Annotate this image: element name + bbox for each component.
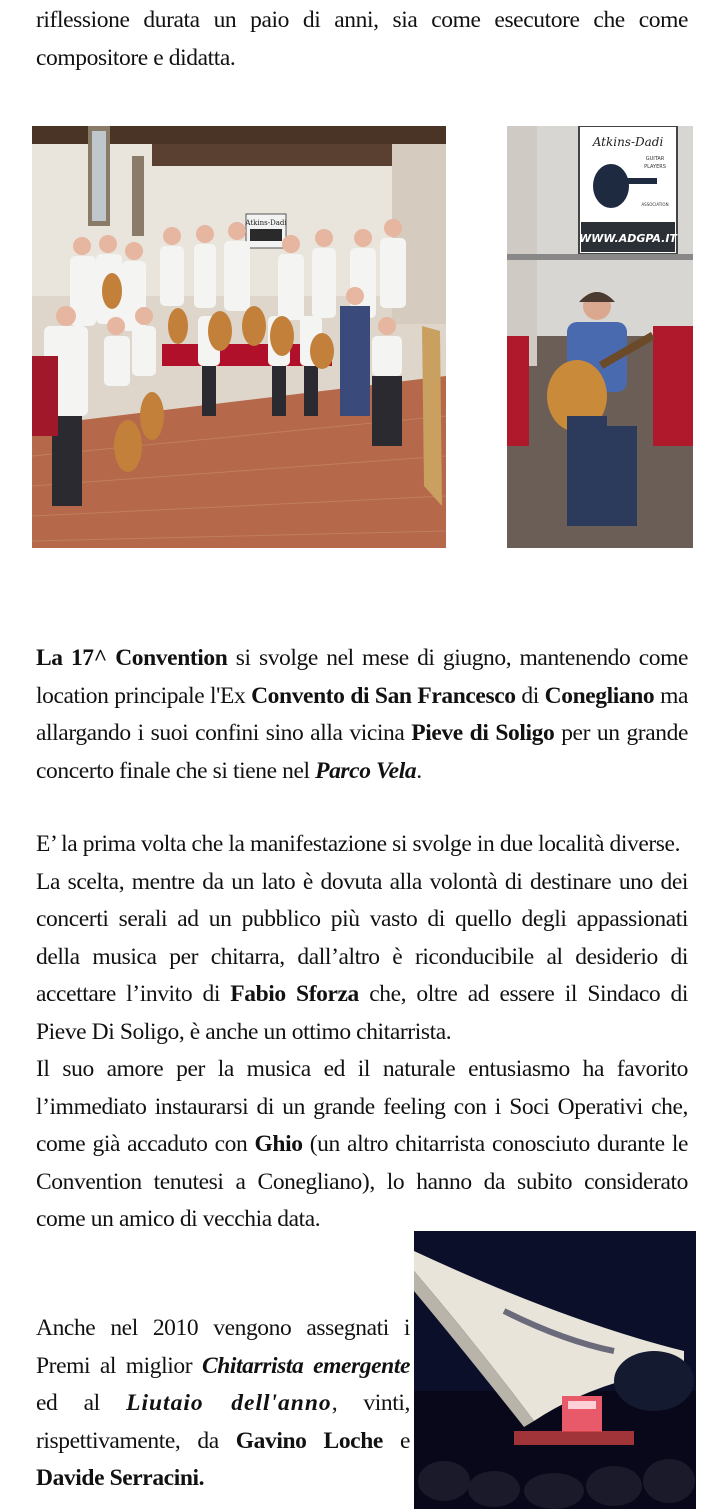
second-text-2: La scelta, mentre da un lato è dovuta alla volontà di destinare uno dei concerti serali ad un pubblico più vasto di quello degli appassionati della musica per chitarra, dall’altro è riconducibile al desiderio di accettare l’invito di (36, 868, 688, 1007)
performer-photo (507, 126, 693, 548)
winner-2: Davide Serracini. (36, 1465, 205, 1491)
awards-paragraph (36, 1310, 410, 1498)
performer-banner-sub2: PLAYERS (644, 164, 666, 170)
convention-text-1: si svolge nel mese di giugno, mantenendo come location principale l'Ex (36, 645, 688, 709)
award-luthier: Liutaio dell'anno (126, 1390, 332, 1416)
second-line-1: E’ la prima volta che la manifestazione si svolge in due località diverse. (36, 831, 681, 857)
awards-text-3: , vinti, rispettivamente, da (36, 1390, 410, 1454)
ghio-name: Ghio (254, 1131, 303, 1157)
performer-banner-url: WWW.ADGPA.IT (579, 232, 677, 245)
performer-banner-sub3: ASSOCIATION (641, 202, 669, 207)
award-emerging: Chitarrista emergente (201, 1352, 410, 1379)
awards-text-2: ed al (36, 1390, 127, 1416)
second-text-3: Il suo amore per la musica ed il naturale entusiasmo ha favorito l’immediato instaurarsi di un grande feeling con i Soci Operativi che, come già accaduto con (36, 1056, 688, 1157)
convention-text-2: di (515, 682, 545, 709)
convention-text-4: per un grande concerto finale che si tiene nel (36, 720, 688, 784)
night-concert-photo (414, 1231, 696, 1509)
second-text-3-end: (un altro chitarrista conosciuto durante le Convention tenutesi a Conegliano), lo hanno da subito considerato come un amico di vecchia data. (36, 1131, 688, 1232)
performer-banner-title: Atkins-Dadi (592, 135, 664, 149)
convention-text-5: . (416, 757, 422, 784)
convention-venue: Convento di San Francesco (251, 682, 516, 709)
performer-banner-sub1: GUITAR (645, 156, 665, 162)
intro-paragraph (36, 2, 688, 77)
convention-text-3: ma allargando i suoi confini sino alla vicina (36, 682, 688, 746)
second-paragraph-3 (36, 1051, 688, 1239)
group-photo (32, 126, 446, 548)
group-banner-text: Atkins-Dadi (245, 219, 287, 227)
intro-line-1: riflessione durata un paio di anni, sia come esecutore che come (36, 7, 688, 33)
intro-line-2: compositore e didatta. (36, 44, 236, 71)
convention-park: Parco Vela (315, 757, 417, 784)
winner-1: Gavino Loche (235, 1427, 383, 1454)
convention-city-2: Pieve di Soligo (411, 720, 555, 746)
convention-paragraph (36, 640, 688, 790)
convention-city: Conegliano (544, 682, 655, 709)
awards-text-1: Anche nel 2010 vengono assegnati i Premi al miglior (36, 1315, 410, 1379)
second-text-2-end: che, oltre ad essere il Sindaco di Pieve Di Soligo, è anche un ottimo chitarrista. (36, 981, 689, 1045)
second-paragraph-2 (36, 864, 688, 1052)
mayor-name: Fabio Sforza (230, 981, 359, 1007)
awards-text-4: e (382, 1427, 410, 1454)
convention-title: La 17^ Convention (36, 645, 228, 671)
second-section (36, 826, 688, 1239)
